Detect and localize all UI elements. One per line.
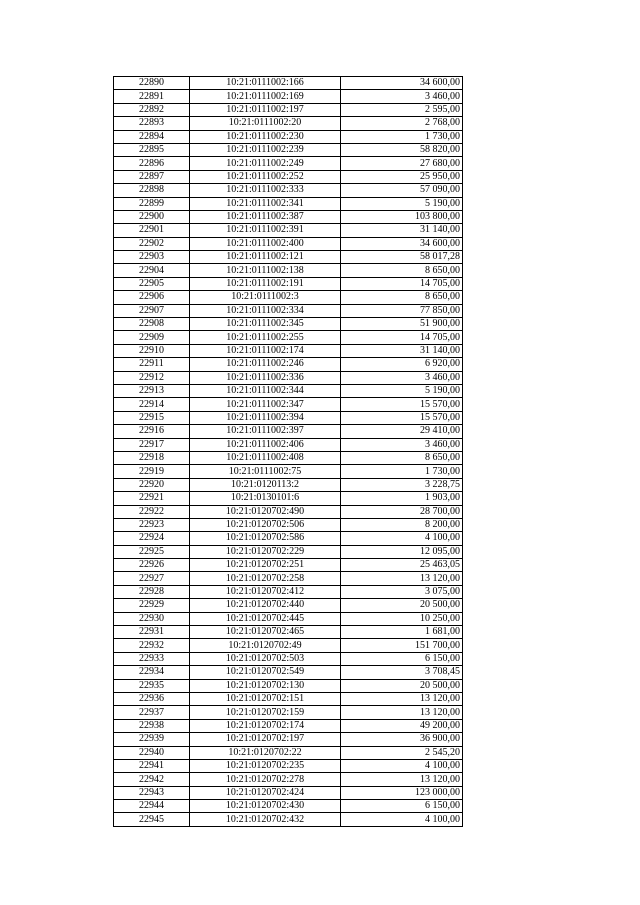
table-row xyxy=(114,626,463,639)
table-row xyxy=(114,599,463,612)
row-number-cell: 22926 xyxy=(114,559,190,572)
cadastral-number-cell: 10:21:0120702:22 xyxy=(190,746,341,759)
cadastral-number-cell: 10:21:0111002:249 xyxy=(190,157,341,170)
cadastral-number-cell: 10:21:0120702:151 xyxy=(190,692,341,705)
cadastral-number-cell: 10:21:0120702:549 xyxy=(190,666,341,679)
amount-cell: 4 100,00 xyxy=(341,813,463,826)
cadastral-number-cell: 10:21:0120702:490 xyxy=(190,505,341,518)
row-number-cell: 22917 xyxy=(114,438,190,451)
cadastral-number-cell: 10:21:0120702:251 xyxy=(190,559,341,572)
amount-cell: 8 650,00 xyxy=(341,264,463,277)
cadastral-number-cell: 10:21:0120702:159 xyxy=(190,706,341,719)
amount-cell: 2 545,20 xyxy=(341,746,463,759)
amount-cell: 13 120,00 xyxy=(341,773,463,786)
cadastral-number-cell: 10:21:0130101:6 xyxy=(190,492,341,505)
table-row xyxy=(114,465,463,478)
table-row xyxy=(114,813,463,826)
table-row xyxy=(114,277,463,290)
cadastral-number-cell: 10:21:0111002:121 xyxy=(190,251,341,264)
table-row xyxy=(114,559,463,572)
row-number-cell: 22932 xyxy=(114,639,190,652)
table-row xyxy=(114,197,463,210)
table-row xyxy=(114,478,463,491)
amount-cell: 51 900,00 xyxy=(341,318,463,331)
cadastral-number-cell: 10:21:0120702:258 xyxy=(190,572,341,585)
cadastral-number-cell: 10:21:0111002:166 xyxy=(190,77,341,90)
table-row xyxy=(114,652,463,665)
cadastral-number-cell: 10:21:0120113:2 xyxy=(190,478,341,491)
cadastral-number-cell: 10:21:0111002:341 xyxy=(190,197,341,210)
cadastral-number-cell: 10:21:0111002:391 xyxy=(190,224,341,237)
table-row xyxy=(114,344,463,357)
amount-cell: 13 120,00 xyxy=(341,692,463,705)
row-number-cell: 22939 xyxy=(114,733,190,746)
table-row xyxy=(114,318,463,331)
table-row xyxy=(114,639,463,652)
amount-cell: 25 950,00 xyxy=(341,170,463,183)
table-row xyxy=(114,371,463,384)
row-number-cell: 22907 xyxy=(114,304,190,317)
table-row xyxy=(114,800,463,813)
table-row xyxy=(114,77,463,90)
table-row xyxy=(114,103,463,116)
amount-cell: 3 460,00 xyxy=(341,371,463,384)
table-row xyxy=(114,438,463,451)
table-row xyxy=(114,398,463,411)
amount-cell: 31 140,00 xyxy=(341,224,463,237)
amount-cell: 2 595,00 xyxy=(341,103,463,116)
table-row xyxy=(114,184,463,197)
cadastral-number-cell: 10:21:0120702:412 xyxy=(190,585,341,598)
table-row xyxy=(114,143,463,156)
table-row xyxy=(114,291,463,304)
cadastral-number-cell: 10:21:0111002:347 xyxy=(190,398,341,411)
amount-cell: 5 190,00 xyxy=(341,197,463,210)
table-row xyxy=(114,572,463,585)
amount-cell: 2 768,00 xyxy=(341,117,463,130)
table-row xyxy=(114,304,463,317)
table-row xyxy=(114,733,463,746)
amount-cell: 14 705,00 xyxy=(341,277,463,290)
amount-cell: 151 700,00 xyxy=(341,639,463,652)
amount-cell: 13 120,00 xyxy=(341,572,463,585)
table-row xyxy=(114,425,463,438)
table-row xyxy=(114,719,463,732)
cadastral-number-cell: 10:21:0120702:506 xyxy=(190,518,341,531)
cadastral-number-cell: 10:21:0111002:20 xyxy=(190,117,341,130)
row-number-cell: 22945 xyxy=(114,813,190,826)
amount-cell: 12 095,00 xyxy=(341,545,463,558)
row-number-cell: 22906 xyxy=(114,291,190,304)
row-number-cell: 22905 xyxy=(114,277,190,290)
registry-table xyxy=(113,76,463,827)
cadastral-number-cell: 10:21:0120702:432 xyxy=(190,813,341,826)
row-number-cell: 22909 xyxy=(114,331,190,344)
table-row xyxy=(114,237,463,250)
amount-cell: 31 140,00 xyxy=(341,344,463,357)
amount-cell: 10 250,00 xyxy=(341,612,463,625)
amount-cell: 3 075,00 xyxy=(341,585,463,598)
amount-cell: 4 100,00 xyxy=(341,759,463,772)
row-number-cell: 22918 xyxy=(114,451,190,464)
cadastral-number-cell: 10:21:0111002:344 xyxy=(190,384,341,397)
row-number-cell: 22912 xyxy=(114,371,190,384)
cadastral-number-cell: 10:21:0120702:235 xyxy=(190,759,341,772)
table-row xyxy=(114,331,463,344)
amount-cell: 20 500,00 xyxy=(341,599,463,612)
amount-cell: 15 570,00 xyxy=(341,411,463,424)
table-row xyxy=(114,224,463,237)
cadastral-number-cell: 10:21:0120702:503 xyxy=(190,652,341,665)
amount-cell: 58 017,28 xyxy=(341,251,463,264)
cadastral-number-cell: 10:21:0111002:408 xyxy=(190,451,341,464)
row-number-cell: 22897 xyxy=(114,170,190,183)
cadastral-number-cell: 10:21:0120702:229 xyxy=(190,545,341,558)
table-row xyxy=(114,746,463,759)
amount-cell: 20 500,00 xyxy=(341,679,463,692)
row-number-cell: 22908 xyxy=(114,318,190,331)
amount-cell: 3 228,75 xyxy=(341,478,463,491)
amount-cell: 49 200,00 xyxy=(341,719,463,732)
row-number-cell: 22901 xyxy=(114,224,190,237)
cadastral-number-cell: 10:21:0111002:397 xyxy=(190,425,341,438)
row-number-cell: 22944 xyxy=(114,800,190,813)
row-number-cell: 22934 xyxy=(114,666,190,679)
cadastral-number-cell: 10:21:0111002:246 xyxy=(190,358,341,371)
row-number-cell: 22925 xyxy=(114,545,190,558)
row-number-cell: 22898 xyxy=(114,184,190,197)
amount-cell: 1 730,00 xyxy=(341,130,463,143)
cadastral-number-cell: 10:21:0111002:75 xyxy=(190,465,341,478)
cadastral-number-cell: 10:21:0120702:445 xyxy=(190,612,341,625)
table-row xyxy=(114,679,463,692)
row-number-cell: 22916 xyxy=(114,425,190,438)
cadastral-number-cell: 10:21:0120702:174 xyxy=(190,719,341,732)
row-number-cell: 22923 xyxy=(114,518,190,531)
row-number-cell: 22896 xyxy=(114,157,190,170)
row-number-cell: 22890 xyxy=(114,77,190,90)
row-number-cell: 22900 xyxy=(114,210,190,223)
cadastral-number-cell: 10:21:0111002:252 xyxy=(190,170,341,183)
cadastral-number-cell: 10:21:0111002:169 xyxy=(190,90,341,103)
amount-cell: 14 705,00 xyxy=(341,331,463,344)
amount-cell: 1 903,00 xyxy=(341,492,463,505)
row-number-cell: 22931 xyxy=(114,626,190,639)
row-number-cell: 22895 xyxy=(114,143,190,156)
cadastral-number-cell: 10:21:0111002:191 xyxy=(190,277,341,290)
table-row xyxy=(114,117,463,130)
cadastral-number-cell: 10:21:0120702:49 xyxy=(190,639,341,652)
row-number-cell: 22938 xyxy=(114,719,190,732)
row-number-cell: 22903 xyxy=(114,251,190,264)
table-row xyxy=(114,612,463,625)
table-row xyxy=(114,545,463,558)
cadastral-number-cell: 10:21:0111002:387 xyxy=(190,210,341,223)
table-row xyxy=(114,170,463,183)
row-number-cell: 22924 xyxy=(114,532,190,545)
amount-cell: 1 730,00 xyxy=(341,465,463,478)
amount-cell: 6 150,00 xyxy=(341,800,463,813)
row-number-cell: 22902 xyxy=(114,237,190,250)
amount-cell: 3 460,00 xyxy=(341,90,463,103)
table-row xyxy=(114,451,463,464)
row-number-cell: 22913 xyxy=(114,384,190,397)
row-number-cell: 22936 xyxy=(114,692,190,705)
amount-cell: 57 090,00 xyxy=(341,184,463,197)
cadastral-number-cell: 10:21:0111002:333 xyxy=(190,184,341,197)
amount-cell: 3 708,45 xyxy=(341,666,463,679)
row-number-cell: 22928 xyxy=(114,585,190,598)
amount-cell: 8 650,00 xyxy=(341,451,463,464)
cadastral-number-cell: 10:21:0111002:345 xyxy=(190,318,341,331)
amount-cell: 4 100,00 xyxy=(341,532,463,545)
table-row xyxy=(114,492,463,505)
cadastral-number-cell: 10:21:0111002:336 xyxy=(190,371,341,384)
cadastral-number-cell: 10:21:0111002:197 xyxy=(190,103,341,116)
amount-cell: 77 850,00 xyxy=(341,304,463,317)
table-row xyxy=(114,210,463,223)
amount-cell: 8 650,00 xyxy=(341,291,463,304)
amount-cell: 8 200,00 xyxy=(341,518,463,531)
row-number-cell: 22920 xyxy=(114,478,190,491)
amount-cell: 29 410,00 xyxy=(341,425,463,438)
cadastral-number-cell: 10:21:0120702:197 xyxy=(190,733,341,746)
table-row xyxy=(114,666,463,679)
row-number-cell: 22935 xyxy=(114,679,190,692)
amount-cell: 13 120,00 xyxy=(341,706,463,719)
table-row xyxy=(114,786,463,799)
row-number-cell: 22894 xyxy=(114,130,190,143)
cadastral-number-cell: 10:21:0111002:174 xyxy=(190,344,341,357)
amount-cell: 34 600,00 xyxy=(341,237,463,250)
cadastral-number-cell: 10:21:0120702:430 xyxy=(190,800,341,813)
amount-cell: 1 681,00 xyxy=(341,626,463,639)
table-row xyxy=(114,130,463,143)
amount-cell: 15 570,00 xyxy=(341,398,463,411)
row-number-cell: 22941 xyxy=(114,759,190,772)
row-number-cell: 22937 xyxy=(114,706,190,719)
row-number-cell: 22921 xyxy=(114,492,190,505)
table-row xyxy=(114,706,463,719)
row-number-cell: 22943 xyxy=(114,786,190,799)
table-row xyxy=(114,759,463,772)
amount-cell: 28 700,00 xyxy=(341,505,463,518)
amount-cell: 34 600,00 xyxy=(341,77,463,90)
row-number-cell: 22942 xyxy=(114,773,190,786)
table-row xyxy=(114,518,463,531)
table-row xyxy=(114,773,463,786)
table-row xyxy=(114,90,463,103)
table-row xyxy=(114,157,463,170)
cadastral-number-cell: 10:21:0120702:586 xyxy=(190,532,341,545)
cadastral-number-cell: 10:21:0120702:424 xyxy=(190,786,341,799)
row-number-cell: 22915 xyxy=(114,411,190,424)
row-number-cell: 22919 xyxy=(114,465,190,478)
row-number-cell: 22930 xyxy=(114,612,190,625)
row-number-cell: 22911 xyxy=(114,358,190,371)
row-number-cell: 22891 xyxy=(114,90,190,103)
row-number-cell: 22899 xyxy=(114,197,190,210)
cadastral-number-cell: 10:21:0111002:239 xyxy=(190,143,341,156)
amount-cell: 36 900,00 xyxy=(341,733,463,746)
row-number-cell: 22910 xyxy=(114,344,190,357)
table-row xyxy=(114,264,463,277)
cadastral-number-cell: 10:21:0111002:138 xyxy=(190,264,341,277)
row-number-cell: 22940 xyxy=(114,746,190,759)
table-row xyxy=(114,505,463,518)
amount-cell: 25 463,05 xyxy=(341,559,463,572)
row-number-cell: 22893 xyxy=(114,117,190,130)
amount-cell: 103 800,00 xyxy=(341,210,463,223)
table-row xyxy=(114,411,463,424)
cadastral-number-cell: 10:21:0120702:465 xyxy=(190,626,341,639)
amount-cell: 6 150,00 xyxy=(341,652,463,665)
table-row xyxy=(114,585,463,598)
registry-table-body xyxy=(114,77,463,827)
amount-cell: 3 460,00 xyxy=(341,438,463,451)
row-number-cell: 22927 xyxy=(114,572,190,585)
row-number-cell: 22933 xyxy=(114,652,190,665)
cadastral-number-cell: 10:21:0120702:130 xyxy=(190,679,341,692)
amount-cell: 6 920,00 xyxy=(341,358,463,371)
table-row xyxy=(114,384,463,397)
cadastral-number-cell: 10:21:0120702:440 xyxy=(190,599,341,612)
amount-cell: 58 820,00 xyxy=(341,143,463,156)
row-number-cell: 22904 xyxy=(114,264,190,277)
cadastral-number-cell: 10:21:0120702:278 xyxy=(190,773,341,786)
cadastral-number-cell: 10:21:0111002:3 xyxy=(190,291,341,304)
row-number-cell: 22922 xyxy=(114,505,190,518)
cadastral-number-cell: 10:21:0111002:334 xyxy=(190,304,341,317)
cadastral-number-cell: 10:21:0111002:394 xyxy=(190,411,341,424)
table-row xyxy=(114,358,463,371)
table-row xyxy=(114,532,463,545)
row-number-cell: 22914 xyxy=(114,398,190,411)
cadastral-number-cell: 10:21:0111002:400 xyxy=(190,237,341,250)
cadastral-number-cell: 10:21:0111002:406 xyxy=(190,438,341,451)
amount-cell: 27 680,00 xyxy=(341,157,463,170)
cadastral-number-cell: 10:21:0111002:230 xyxy=(190,130,341,143)
table-row xyxy=(114,251,463,264)
cadastral-number-cell: 10:21:0111002:255 xyxy=(190,331,341,344)
row-number-cell: 22892 xyxy=(114,103,190,116)
amount-cell: 5 190,00 xyxy=(341,384,463,397)
amount-cell: 123 000,00 xyxy=(341,786,463,799)
table-row xyxy=(114,692,463,705)
row-number-cell: 22929 xyxy=(114,599,190,612)
